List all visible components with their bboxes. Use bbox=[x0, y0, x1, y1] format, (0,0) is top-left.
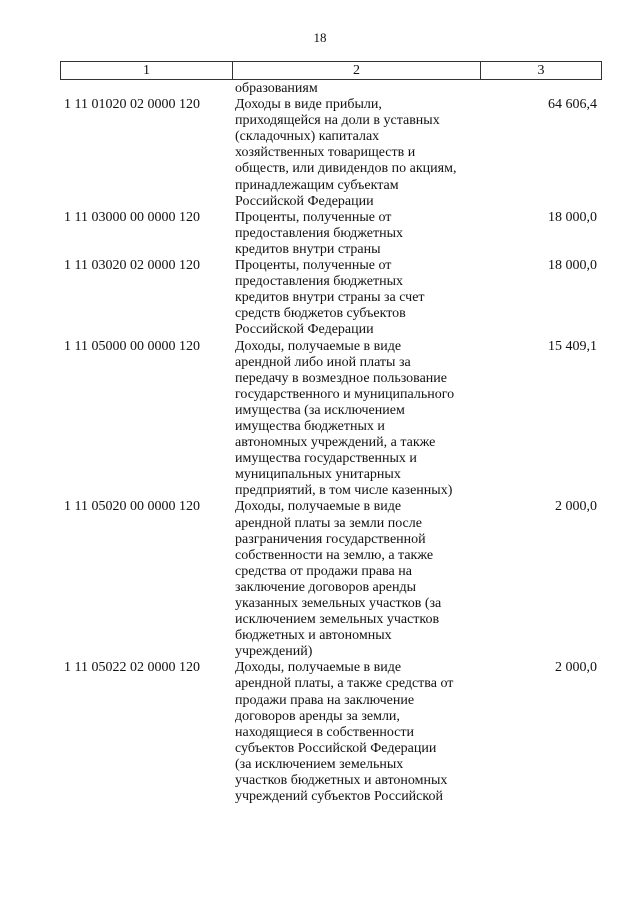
row-name: Доходы, получаемые в виде арендной платы, а также средства от продажи права на заключение договоров аренды за земли, находящиеся в собственности субъектов Российской Федерации (за исключением земельных участков бюджетных и автономных учреждений субъектов Российской bbox=[235, 660, 454, 805]
row-name: Проценты, полученные от предоставления бюджетных кредитов внутри страны bbox=[235, 209, 403, 257]
row-amount: 15 409,1 bbox=[548, 338, 597, 354]
header-col-1: 1 bbox=[61, 62, 233, 79]
table-row bbox=[60, 210, 602, 258]
table-row bbox=[60, 339, 602, 500]
row-amount bbox=[480, 81, 602, 97]
header-col-3: 3 bbox=[537, 63, 545, 78]
row-code: 1 11 03000 00 0000 120 bbox=[64, 209, 200, 225]
row-code: 1 11 05020 00 0000 120 bbox=[64, 499, 200, 515]
row-code: 1 11 03020 02 0000 120 bbox=[64, 258, 200, 274]
row-name: Доходы, получаемые в виде арендной либо иной платы за передачу в возмездное пользование государственного и муниципального имущества (за исключением имущества бюджетных и автономных учреждений, а также имущества государственных и муниципальных унитарных предприятий, в том числе казенных) bbox=[235, 338, 455, 499]
row-code bbox=[60, 81, 232, 97]
row-code: 1 11 01020 02 0000 120 bbox=[64, 97, 200, 113]
table-row bbox=[60, 81, 602, 97]
row-amount: 64 606,4 bbox=[548, 97, 597, 113]
header-col-2: 2 bbox=[233, 62, 481, 79]
table-row bbox=[60, 258, 602, 338]
row-amount: 18 000,0 bbox=[548, 209, 597, 225]
row-amount: 18 000,0 bbox=[548, 258, 597, 274]
table-row bbox=[60, 97, 602, 210]
table-row bbox=[60, 499, 602, 660]
row-name: образованиям bbox=[235, 81, 318, 96]
row-code: 1 11 05000 00 0000 120 bbox=[64, 338, 200, 354]
table-header bbox=[60, 61, 602, 80]
row-name: Проценты, полученные от предоставления бюджетных кредитов внутри страны за счет средств бюджетов субъектов Российской Федерации bbox=[235, 258, 425, 338]
row-code: 1 11 05022 02 0000 120 bbox=[64, 660, 200, 676]
row-name: Доходы в виде прибыли, приходящейся на доли в уставных (складочных) капиталах хозяйственных товариществ и обществ, или дивидендов по акциям, принадлежащим субъектам Российской Федерации bbox=[235, 97, 457, 209]
page-number: 18 bbox=[313, 30, 327, 45]
table-row bbox=[60, 660, 602, 805]
row-name: Доходы, получаемые в виде арендной платы за земли после разграничения государственной собственности на землю, а также средства от продажи права на заключение договоров аренды указанных земельных участков (за исключением земельных участков бюджетных и автономных учреждений) bbox=[235, 499, 442, 660]
row-amount: 2 000,0 bbox=[555, 660, 597, 676]
table-body bbox=[60, 81, 602, 805]
row-amount: 2 000,0 bbox=[555, 499, 597, 515]
